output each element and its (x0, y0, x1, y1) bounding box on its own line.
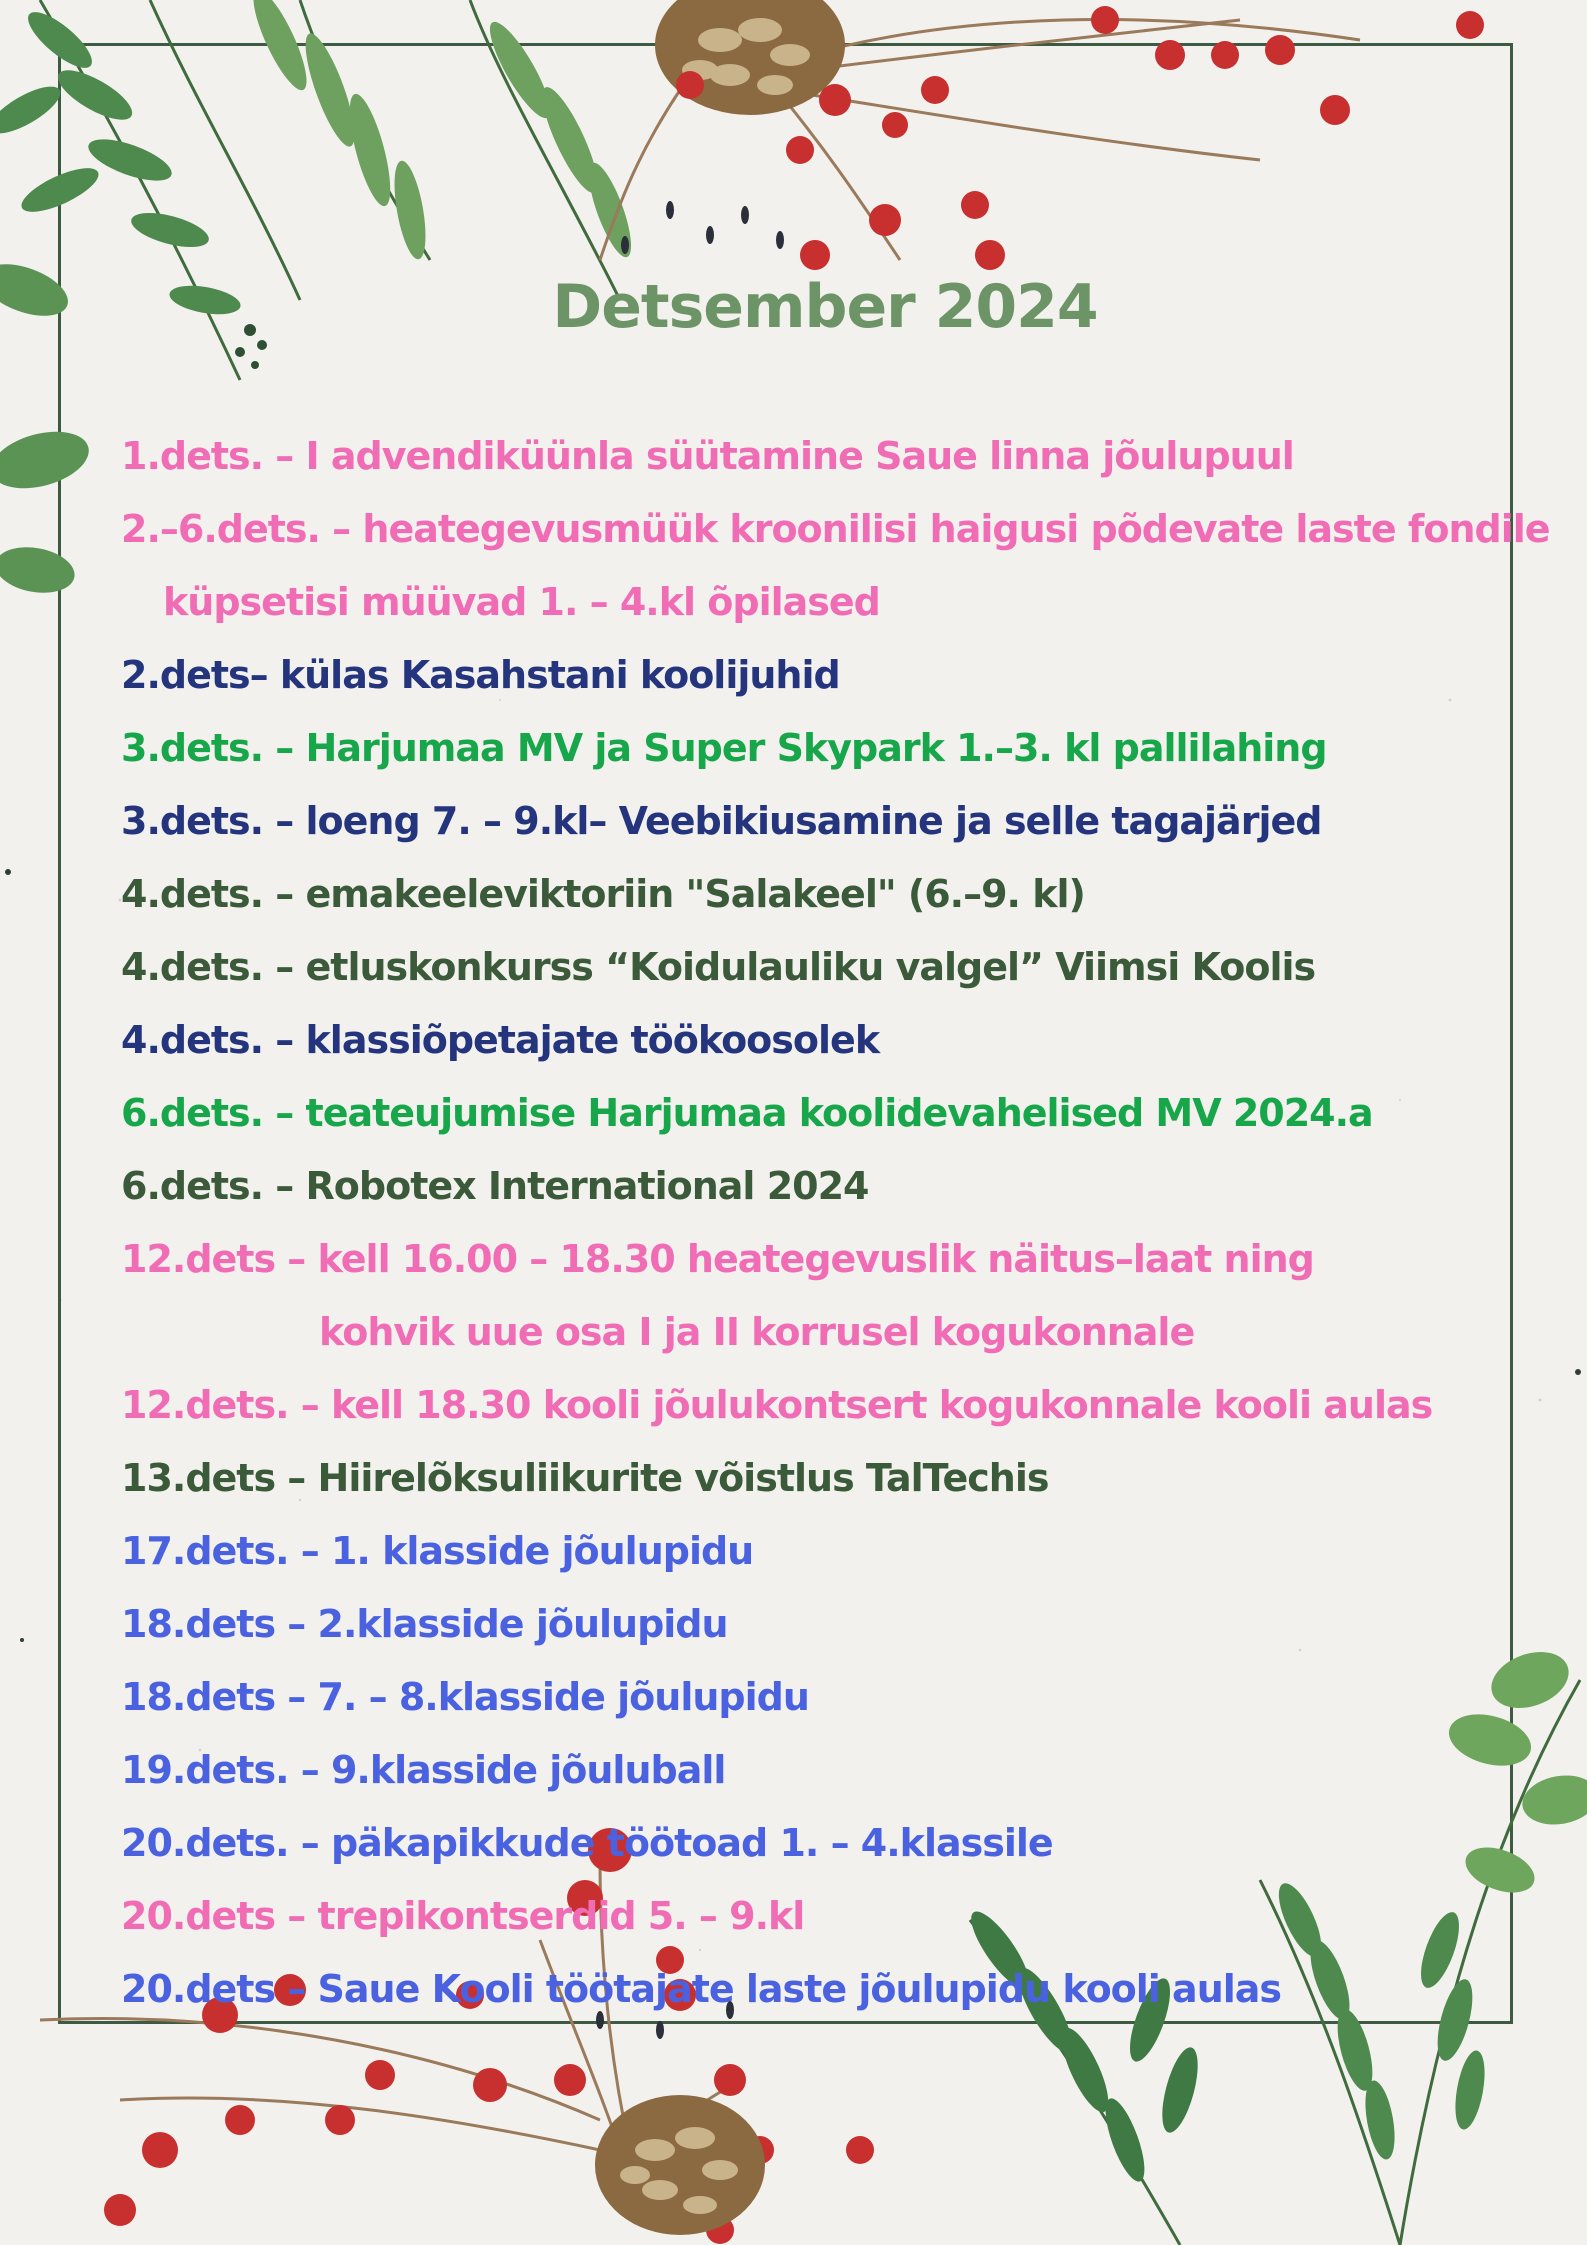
event-item: 20.dets. – päkapikkude töötoad 1. – 4.klassile (121, 1821, 1053, 1865)
event-item: 13.dets – Hiirelõksuliikurite võistlus TalTechis (121, 1456, 1049, 1500)
event-item: 20.dets – trepikontserdid 5. – 9.kl (121, 1894, 805, 1938)
event-list (121, 420, 1550, 2026)
event-item: 3.dets. – loeng 7. – 9.kl– Veebikiusamine ja selle tagajärjed (121, 799, 1322, 843)
event-item: 12.dets. – kell 18.30 kooli jõulukontsert kogukonnale kooli aulas (121, 1383, 1433, 1427)
event-item: 19.dets. – 9.klasside jõuluball (121, 1748, 726, 1792)
event-item: 6.dets. – teateujumise Harjumaa koolidevahelised MV 2024.a (121, 1091, 1373, 1135)
event-item: küpsetisi müüvad 1. – 4.kl õpilased (163, 580, 880, 624)
event-item: 2.dets– külas Kasahstani koolijuhid (121, 653, 840, 697)
event-item: 20.dets – Saue Kooli töötajate laste jõulupidu kooli aulas (121, 1967, 1282, 2011)
event-item: 6.dets. – Robotex International 2024 (121, 1164, 869, 1208)
event-item: 17.dets. – 1. klasside jõulupidu (121, 1529, 754, 1573)
event-item: kohvik uue osa I ja II korrusel kogukonnale (319, 1310, 1195, 1354)
event-item: 2.–6.dets. – heategevusmüük kroonilisi haigusi põdevate laste fondile (121, 507, 1550, 551)
event-item: 3.dets. – Harjumaa MV ja Super Skypark 1.–3. kl pallilahing (121, 726, 1327, 770)
event-item: 18.dets – 2.klasside jõulupidu (121, 1602, 728, 1646)
event-item: 18.dets – 7. – 8.klasside jõulupidu (121, 1675, 809, 1719)
event-item: 1.dets. – I advendiküünla süütamine Saue linna jõulupuul (121, 434, 1294, 478)
page-title: Detsember 2024 (552, 272, 1098, 342)
event-item: 4.dets. – emakeeleviktoriin "Salakeel" (6.–9. kl) (121, 872, 1085, 916)
event-item: 4.dets. – klassiõpetajate töökoosolek (121, 1018, 880, 1062)
event-item: 12.dets – kell 16.00 – 18.30 heategevuslik näitus–laat ning (121, 1237, 1314, 1281)
event-item: 4.dets. – etluskonkurss “Koidulauliku valgel” Viimsi Koolis (121, 945, 1316, 989)
